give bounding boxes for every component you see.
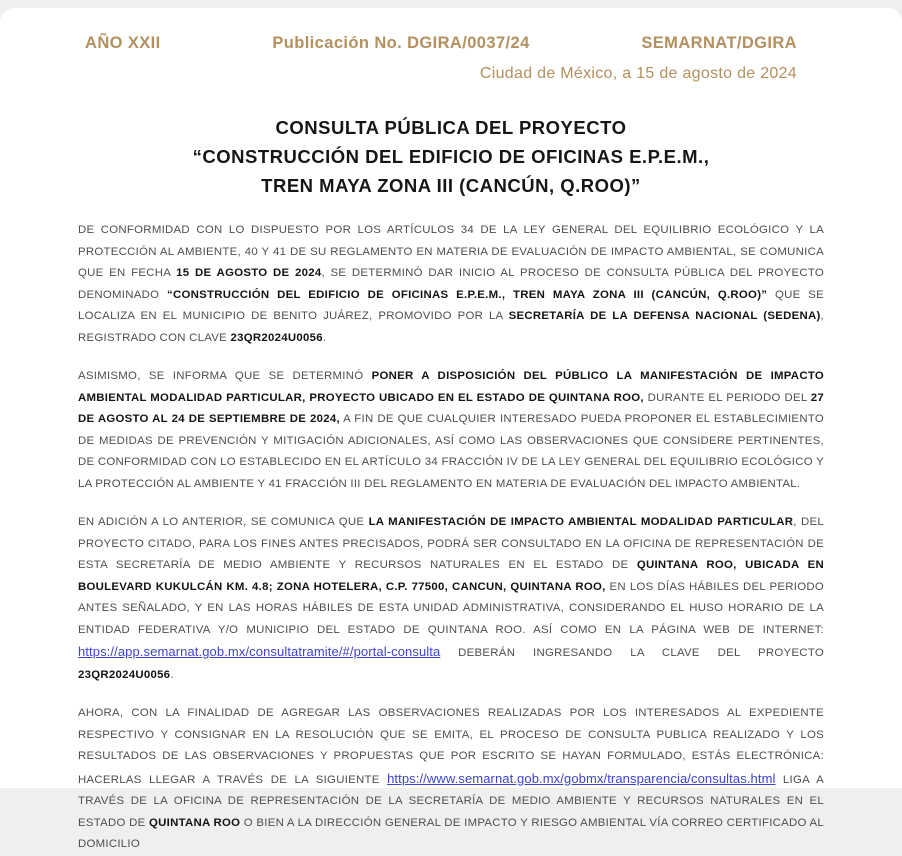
text-segment: AHORA, CON LA FINALIDAD DE AGREGAR LAS OBSERVACIONES REALIZADAS POR LOS INTERESADOS AL EXPEDIENTE RESPECTIVO Y CONSIGNAR EN LA RESOLUCIÓN QUE SE EMITA, EL PROCESO DE CONSULTA PUBLICA REALIZADO Y LOS RESULTADOS DE LAS OBSERVACIONES Y PROPUESTAS QUE POR ESCRITO SE HAYAN FORMULADO, ESTÁS ELECTRÓNICA: HACERLAS LLEGAR A TRAVÉS DE LA SIGUIENTE	[78, 707, 824, 786]
paragraph	[78, 366, 824, 495]
text-segment: O BIEN A LA DIRECCIÓN GENERAL DE IMPACTO Y RIESGO AMBIENTAL VÍA CORREO CERTIFICADO AL DOMICILIO	[78, 816, 824, 850]
text-segment: DURANTE EL PERIODO DEL	[643, 391, 811, 404]
dateline: Ciudad de México, a 15 de agosto de 2024	[479, 65, 797, 82]
text-segment: 23QR2024U0056	[78, 668, 171, 681]
paragraph	[78, 512, 824, 686]
text-segment: .	[170, 668, 174, 681]
text-segment: DE CONFORMIDAD CON LO DISPUESTO POR LOS ARTÍCULOS 34 DE LA LEY GENERAL DEL EQUILIBRIO ECOLÓGICO Y LA PROTECCIÓN AL AMBIENTE, 40 Y 41 DE SU REGLAMENTO EN MATERIA DE EVALUACIÓN DE IMPACTO AMBIENTAL, SE COMUNICA QUE EN FECHA	[78, 224, 824, 279]
text-segment: , SE DETERMINÓ DAR INICIO AL PROCESO DE CONSULTA PÚBLICA DEL PROYECTO DENOMINADO	[78, 267, 824, 301]
document-title	[40, 113, 862, 200]
text-segment: QUINTANA ROO	[148, 816, 241, 829]
title-line-3: TREN MAYA ZONA III (CANCÚN, Q.ROO)”	[261, 175, 641, 196]
text-segment: A FIN DE QUE CUALQUIER INTERESADO PUEDA PROPONER EL ESTABLECIMIENTO DE MEDIDAS DE PREVENCIÓN Y MITIGACIÓN ADICIONALES, ASÍ COMO LAS OBSERVACIONES QUE CONSIDERE PERTINENTES, DE CONFORMIDAD CON LO ESTABLECIDO EN EL ARTÍCULO 34 FRACCIÓN IV DE LA LEY GENERAL DEL EQUILIBRIO ECOLÓGICO Y LA PROTECCIÓN AL AMBIENTE Y 41 FRACCIÓN III DEL REGLAMENTO EN MATERIA DE EVALUACIÓN DEL IMPACTO AMBIENTAL.	[78, 413, 824, 490]
text-segment: , REGISTRADO CON CLAVE	[78, 310, 824, 344]
title-line-2: “CONSTRUCCIÓN DEL EDIFICIO DE OFICINAS E.P.E.M.,	[192, 146, 710, 167]
text-segment: QUE SE LOCALIZA EN EL MUNICIPIO DE BENITO JUÁREZ, PROMOVIDO POR LA	[78, 288, 825, 322]
text-segment: DEBERÁN INGRESANDO LA CLAVE DEL PROYECTO	[440, 647, 824, 659]
text-segment: ASIMISMO, SE INFORMA QUE SE DETERMINÓ	[78, 370, 372, 382]
masthead-year: AÑO XXII	[85, 34, 161, 52]
text-segment: EN ADICIÓN A LO ANTERIOR, SE COMUNICA QUE	[78, 516, 369, 528]
masthead-publication-number: Publicación No. DGIRA/0037/24	[272, 34, 530, 52]
masthead	[85, 34, 797, 53]
text-segment: EN LOS DÍAS HÁBILES DEL PERIODO ANTES SEÑALADO, Y EN LAS HORAS HÁBILES DE ESTA UNIDAD ADMINISTRATIVA, CONSIDERANDO EL HUSO HORARIO DE LA ENTIDAD FEDERATIVA Y/O MUNICIPIO DEL ESTADO DE QUINTANA ROO. ASÍ COMO EN LA PÁGINA WEB DE INTERNET:	[78, 580, 824, 636]
url-link[interactable]: https://www.semarnat.gob.mx/gobmx/transparencia/consultas.html	[387, 770, 776, 786]
text-segment: 15 DE AGOSTO DE 2024	[176, 267, 322, 279]
text-segment: , DEL PROYECTO CITADO, PARA LOS FINES ANTES PRECISADOS, PODRÁ SER CONSULTADO EN LA OFICINA DE REPRESENTACIÓN DE ESTA SECRETARÍA DE MEDIO AMBIENTE Y RECURSOS NATURALES EN EL ESTADO DE	[78, 516, 824, 571]
paragraph	[78, 220, 824, 349]
text-segment: 27 DE AGOSTO AL 24 DE SEPTIEMBRE DE 2024,	[78, 391, 824, 425]
document-page	[0, 8, 902, 850]
title-line-1: CONSULTA PÚBLICA DEL PROYECTO	[275, 117, 627, 138]
document-body	[78, 220, 824, 856]
text-segment: QUINTANA ROO, UBICADA EN BOULEVARD KUKULCÁN KM. 4.8; ZONA HOTELERA, C.P. 77500, CANCUN, QUINTANA ROO,	[78, 559, 824, 593]
masthead-agency: SEMARNAT/DGIRA	[641, 34, 797, 52]
text-segment: 23QR2024U0056	[230, 331, 323, 344]
text-segment: .	[322, 331, 327, 344]
text-segment: LA MANIFESTACIÓN DE IMPACTO AMBIENTAL MODALIDAD PARTICULAR	[368, 516, 794, 528]
text-segment: LIGA A TRAVÉS DE LA OFICINA DE REPRESENTACIÓN DE LA SECRETARÍA DE MEDIO AMBIENTE Y RECURSOS NATURALES EN EL ESTADO DE	[78, 773, 824, 829]
text-segment: “CONSTRUCCIÓN DEL EDIFICIO DE OFICINAS E.P.E.M., TREN MAYA ZONA III (CANCÚN, Q.ROO)”	[167, 288, 768, 301]
paragraph	[78, 703, 824, 856]
text-segment: PONER A DISPOSICIÓN DEL PÚBLICO LA MANIFESTACIÓN DE IMPACTO AMBIENTAL MODALIDAD PARTICULAR, PROYECTO UBICADO EN EL ESTADO DE QUINTANA ROO,	[78, 370, 824, 404]
url-link[interactable]: https://app.semarnat.gob.mx/consultatramite/#/portal-consulta	[78, 644, 441, 659]
text-segment: SECRETARÍA DE LA DEFENSA NACIONAL (SEDENA)	[508, 310, 821, 322]
